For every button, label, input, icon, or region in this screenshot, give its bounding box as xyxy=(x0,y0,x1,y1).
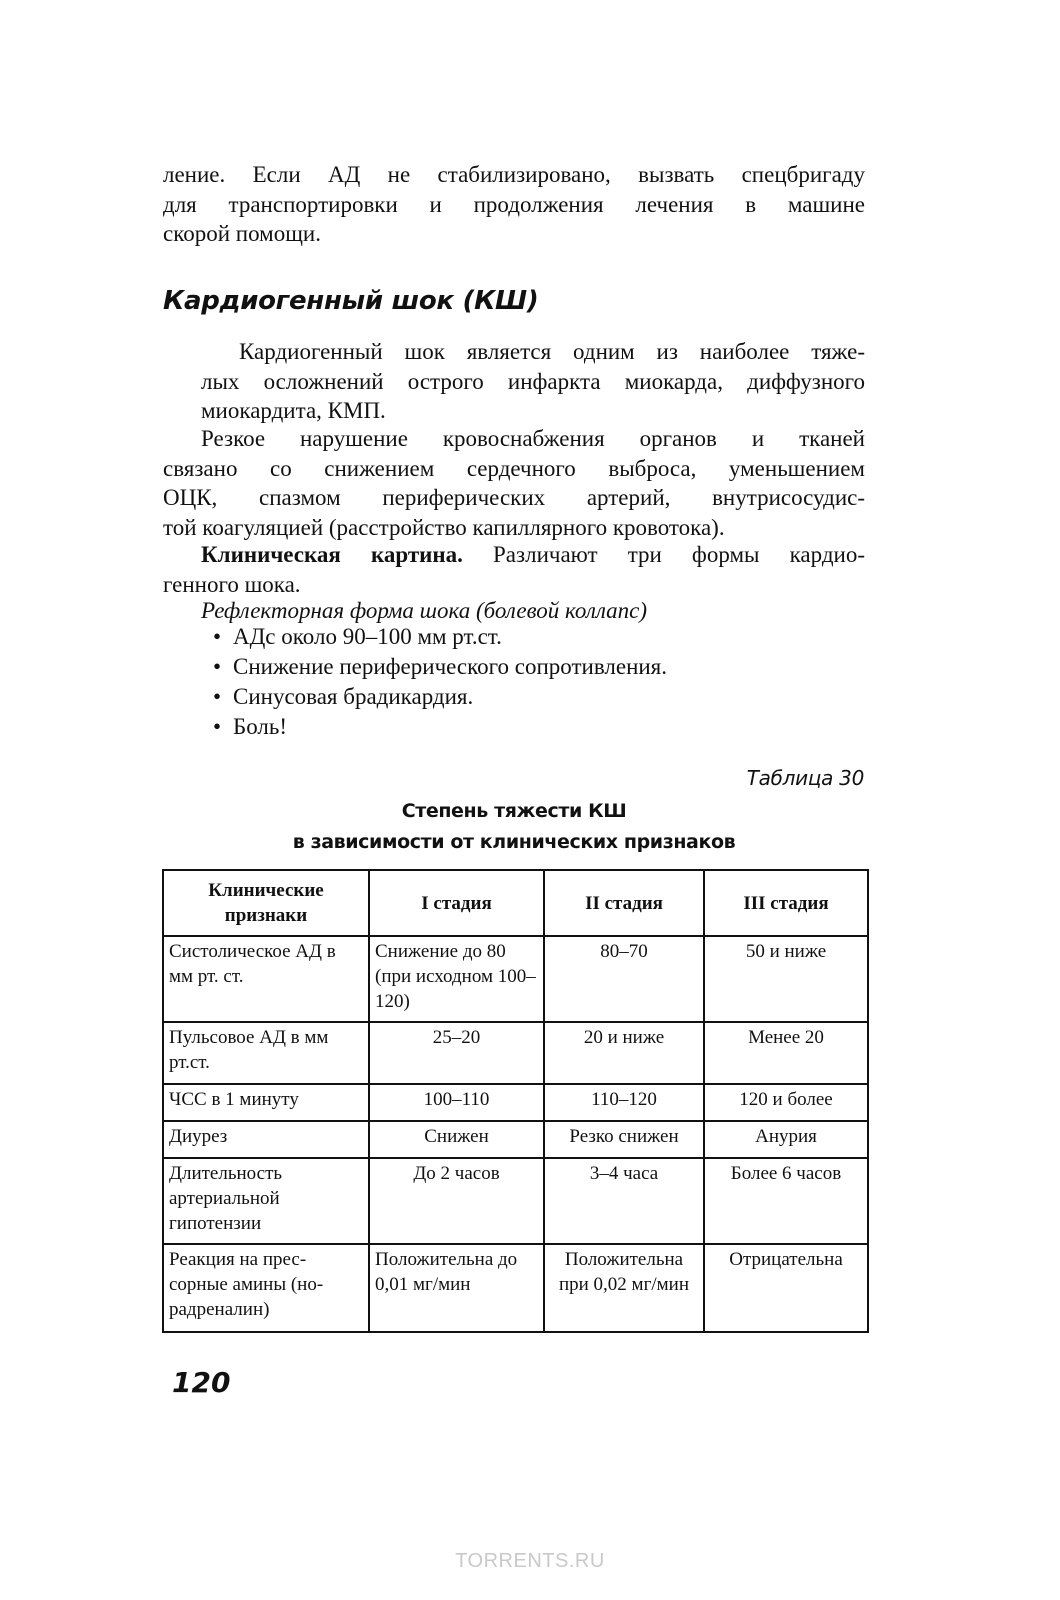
bullet-icon: • xyxy=(213,714,222,739)
table-cell: Положительна до 0,01 мг/мин xyxy=(369,1244,544,1332)
table-number: Таблица 30 xyxy=(746,766,864,790)
table-title-line: в зависимости от клинических признаков xyxy=(292,831,736,853)
column-header: II стадия xyxy=(544,870,704,936)
watermark: TORRENTS.RU xyxy=(455,1550,605,1572)
table-row xyxy=(163,1084,868,1121)
table-cell: Диурез xyxy=(163,1121,369,1158)
symptom-list xyxy=(213,622,667,742)
bullet-icon: • xyxy=(213,654,222,679)
severity-table xyxy=(162,869,869,1333)
table-cell: 25–20 xyxy=(369,1022,544,1084)
list-item-text: АДс около 90–100 мм рт.ст. xyxy=(233,624,502,649)
table-cell: Резко снижен xyxy=(544,1121,704,1158)
table-row xyxy=(163,1244,868,1332)
table-cell: 20 и ниже xyxy=(544,1022,704,1084)
text-line xyxy=(163,540,865,570)
table-title-line: Степень тяжести КШ xyxy=(401,800,627,822)
text-line: лых осложнений острого инфаркта миокарда, диффузного xyxy=(201,368,865,394)
table-cell: 3–4 часа xyxy=(544,1158,704,1244)
list-item-text: Снижение периферического сопротивления. xyxy=(233,654,668,679)
table-cell: Снижение до 80 (при исходном 100–120) xyxy=(369,936,544,1022)
table-cell: Систолическое АД в мм рт. ст. xyxy=(163,936,369,1022)
list-item xyxy=(213,622,667,652)
table-cell: До 2 часов xyxy=(369,1158,544,1244)
column-header: III стадия xyxy=(704,870,868,936)
text-line: ОЦК, спазмом периферических артерий, внутрисосудис- xyxy=(163,485,865,510)
section-heading: Кардиогенный шок (КШ) xyxy=(163,286,539,316)
table-header-row xyxy=(163,870,868,936)
table-row xyxy=(163,1158,868,1244)
table-cell: Пульсовое АД в мм рт.ст. xyxy=(163,1022,369,1084)
text-line: той коагуляцией (расстройство капиллярного кровотока). xyxy=(163,514,725,540)
table-cell: 120 и более xyxy=(704,1084,868,1121)
paragraph-clinical xyxy=(163,540,865,599)
table-cell: Менее 20 xyxy=(704,1022,868,1084)
table-cell: 80–70 xyxy=(544,936,704,1022)
table-cell: 100–110 xyxy=(369,1084,544,1121)
text-line: для транспортировки и продолжения лечения в машине xyxy=(163,191,865,217)
table-row xyxy=(163,1022,868,1084)
paragraph-pathogenesis xyxy=(163,424,865,542)
text-line: Кардиогенный шок является одним из наиболее тяже- xyxy=(239,339,865,364)
text-line: миокардита, КМП. xyxy=(201,398,386,423)
paragraph-definition xyxy=(163,337,865,426)
clinical-label: Клиническая картина. xyxy=(201,542,463,567)
text-line: скорой помощи. xyxy=(163,221,321,246)
list-item xyxy=(213,682,667,712)
table-cell: 110–120 xyxy=(544,1084,704,1121)
list-item xyxy=(213,652,667,682)
bullet-icon: • xyxy=(213,684,222,709)
text-line: генного шока. xyxy=(163,571,301,597)
table-row xyxy=(163,1121,868,1158)
table-cell: ЧСС в 1 минуту xyxy=(163,1084,369,1121)
table-row xyxy=(163,936,868,1022)
table-title xyxy=(163,796,865,858)
table-cell: Отрицательна xyxy=(704,1244,868,1332)
list-item xyxy=(213,712,667,742)
reflex-form-title: Рефлекторная форма шока (болевой коллапс) xyxy=(201,598,648,623)
table-cell: Более 6 часов xyxy=(704,1158,868,1244)
table-cell: Снижен xyxy=(369,1121,544,1158)
text-line: связано со снижением сердечного выброса, уменьшением xyxy=(163,455,865,481)
table-cell: Длительность артериальной гипотензии xyxy=(163,1158,369,1244)
table-cell: 50 и ниже xyxy=(704,936,868,1022)
column-header: Клинические признаки xyxy=(163,870,369,936)
page-number: 120 xyxy=(172,1366,231,1399)
list-item-text: Боль! xyxy=(233,714,288,739)
table-cell: Анурия xyxy=(704,1121,868,1158)
text-line: Резкое нарушение кровоснабжения органов и тканей xyxy=(201,426,865,451)
table-cell: Положительна при 0,02 мг/мин xyxy=(544,1244,704,1332)
clinical-text: Различают три формы кардио- xyxy=(462,542,866,567)
list-item-text: Синусовая брадикардия. xyxy=(233,684,474,709)
text-line: ление. Если АД не стабилизировано, вызвать спецбригаду xyxy=(163,162,865,187)
table-cell: Реакция на прес-сорные амины (но-радреналин) xyxy=(163,1244,369,1332)
column-header: I стадия xyxy=(369,870,544,936)
intro-paragraph xyxy=(163,160,865,249)
bullet-icon: • xyxy=(213,624,222,649)
